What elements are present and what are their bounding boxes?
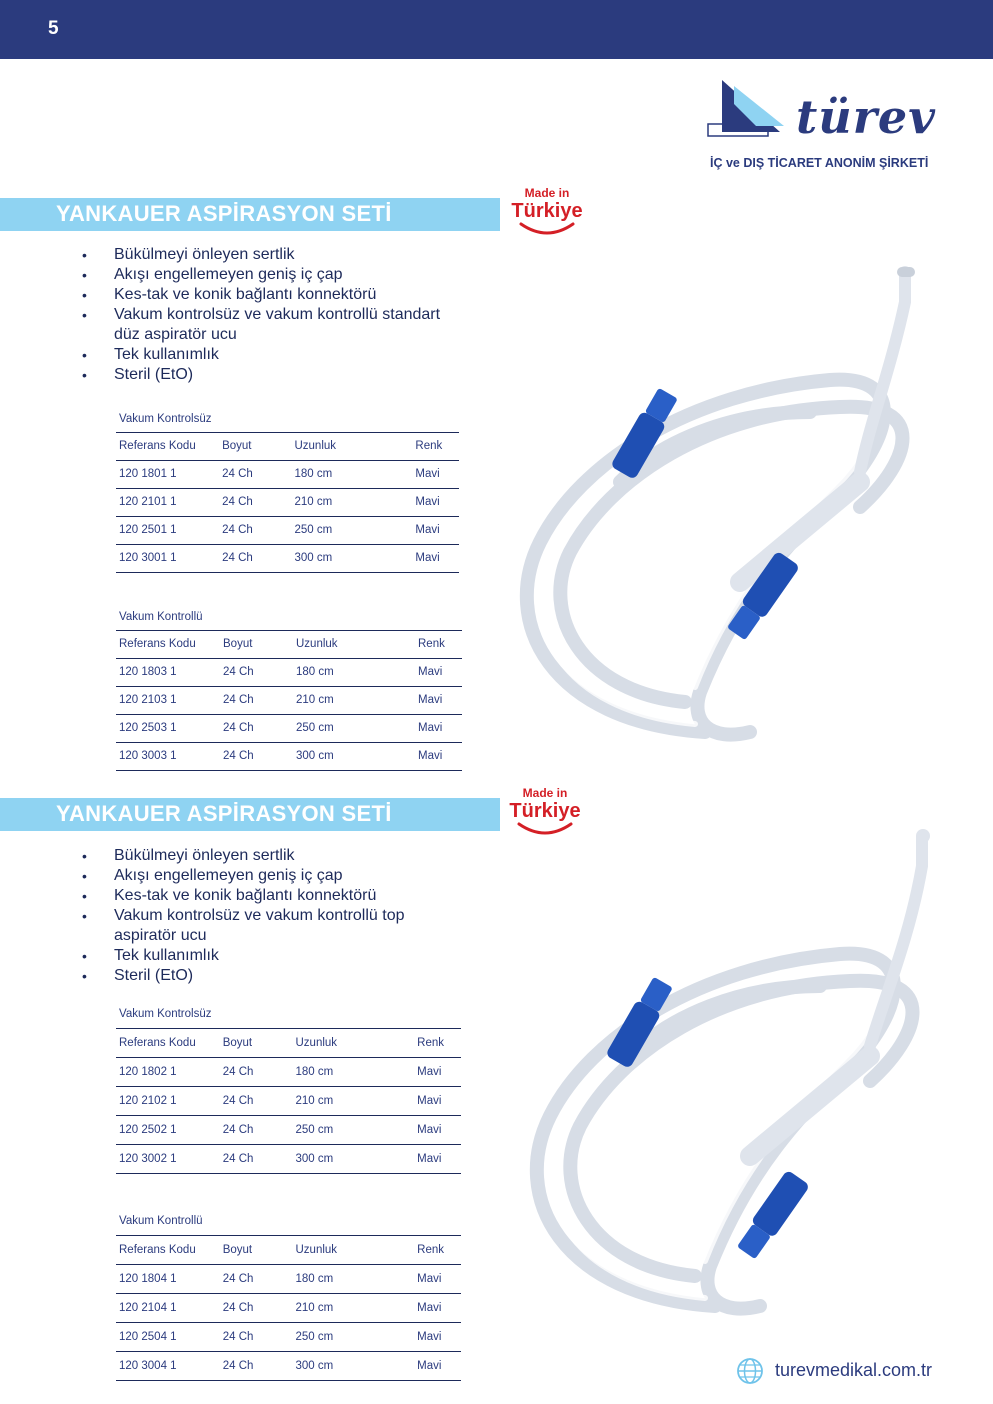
feature-item: • Bükülmeyi önleyen sertlik <box>82 847 295 864</box>
table-row: 120 2501 1 24 Ch 250 cm Mavi <box>116 517 459 545</box>
logo-wordmark: türev <box>796 90 936 144</box>
table-header-row: Referans Kodu Boyut Uzunluk Renk <box>116 1029 461 1058</box>
table-row: 120 1803 1 24 Ch 180 cm Mavi <box>116 659 462 687</box>
made-in-label: Made in <box>524 186 570 200</box>
table-row: 120 2503 1 24 Ch 250 cm Mavi <box>116 715 462 743</box>
product-image-suction-tube <box>520 826 950 1326</box>
table-caption: Vakum Kontrollü <box>116 1207 461 1236</box>
feature-item: • Akışı engellemeyen geniş iç çap <box>82 867 343 884</box>
smile-arc-icon <box>517 222 577 236</box>
feature-item: • Akışı engellemeyen geniş iç çap <box>82 266 343 283</box>
table-caption: Vakum Kontrolsüz <box>116 406 459 433</box>
product-image-suction-tube <box>510 262 940 752</box>
section-banner <box>0 198 500 231</box>
spec-table-controlled <box>116 1207 461 1381</box>
table-row: 120 3002 1 24 Ch 300 cm Mavi <box>116 1145 461 1174</box>
table-row: 120 3001 1 24 Ch 300 cm Mavi <box>116 545 459 573</box>
made-in-country: Türkiye <box>509 800 581 822</box>
feature-item: • Steril (EtO) <box>82 967 194 984</box>
feature-list <box>82 846 462 986</box>
table-row: 120 1804 1 24 Ch 180 cm Mavi <box>116 1265 461 1294</box>
table-row: 120 3004 1 24 Ch 300 cm Mavi <box>116 1352 461 1381</box>
feature-item: • Vakum kontrolsüz ve vakum kontrollü standart düz aspiratör ucu <box>82 306 441 343</box>
table-caption: Vakum Kontrolsüz <box>116 1000 461 1029</box>
spec-table-controlled <box>116 604 462 771</box>
feature-item: • Tek kullanımlık <box>82 346 219 363</box>
table-row: 120 2502 1 24 Ch 250 cm Mavi <box>116 1116 461 1145</box>
section-banner <box>0 798 500 831</box>
section-title: YANKAUER ASPİRASYON SETİ <box>56 801 392 826</box>
spec-table-uncontrolled <box>116 406 459 573</box>
table-caption: Vakum Kontrollü <box>116 604 462 631</box>
made-in-label: Made in <box>522 786 568 800</box>
top-bar <box>0 0 993 59</box>
table-row: 120 2103 1 24 Ch 210 cm Mavi <box>116 687 462 715</box>
feature-item: • Kes-tak ve konik bağlantı konnektörü <box>82 286 377 303</box>
spec-table-uncontrolled <box>116 1000 461 1174</box>
logo-triangle-icon <box>706 78 796 140</box>
table-row: 120 2504 1 24 Ch 250 cm Mavi <box>116 1323 461 1352</box>
made-in-turkiye-badge <box>502 186 592 246</box>
feature-list <box>82 245 462 385</box>
logo-subtitle: İÇ ve DIŞ TİCARET ANONİM ŞİRKETİ <box>710 156 929 170</box>
page-number: 5 <box>48 18 59 39</box>
company-logo <box>706 78 946 178</box>
table-header-row: Referans Kodu Boyut Uzunluk Renk <box>116 1236 461 1265</box>
feature-item: • Vakum kontrolsüz ve vakum kontrollü top aspiratör ucu <box>82 907 405 944</box>
made-in-country: Türkiye <box>511 200 583 222</box>
footer-website[interactable] <box>735 1356 955 1388</box>
table-row: 120 2102 1 24 Ch 210 cm Mavi <box>116 1087 461 1116</box>
table-row: 120 2101 1 24 Ch 210 cm Mavi <box>116 489 459 517</box>
section-title: YANKAUER ASPİRASYON SETİ <box>56 201 392 226</box>
table-row: 120 1801 1 24 Ch 180 cm Mavi <box>116 461 459 489</box>
table-header-row: Referans Kodu Boyut Uzunluk Renk <box>116 433 459 461</box>
globe-icon <box>735 1356 765 1386</box>
table-row: 120 1802 1 24 Ch 180 cm Mavi <box>116 1058 461 1087</box>
feature-item: • Steril (EtO) <box>82 366 194 383</box>
table-row: 120 2104 1 24 Ch 210 cm Mavi <box>116 1294 461 1323</box>
feature-item: • Bükülmeyi önleyen sertlik <box>82 246 295 263</box>
table-header-row: Referans Kodu Boyut Uzunluk Renk <box>116 631 462 659</box>
feature-item: • Kes-tak ve konik bağlantı konnektörü <box>82 887 377 904</box>
table-row: 120 3003 1 24 Ch 300 cm Mavi <box>116 743 462 771</box>
feature-item: • Tek kullanımlık <box>82 947 219 964</box>
website-link[interactable]: turevmedikal.com.tr <box>775 1360 933 1380</box>
